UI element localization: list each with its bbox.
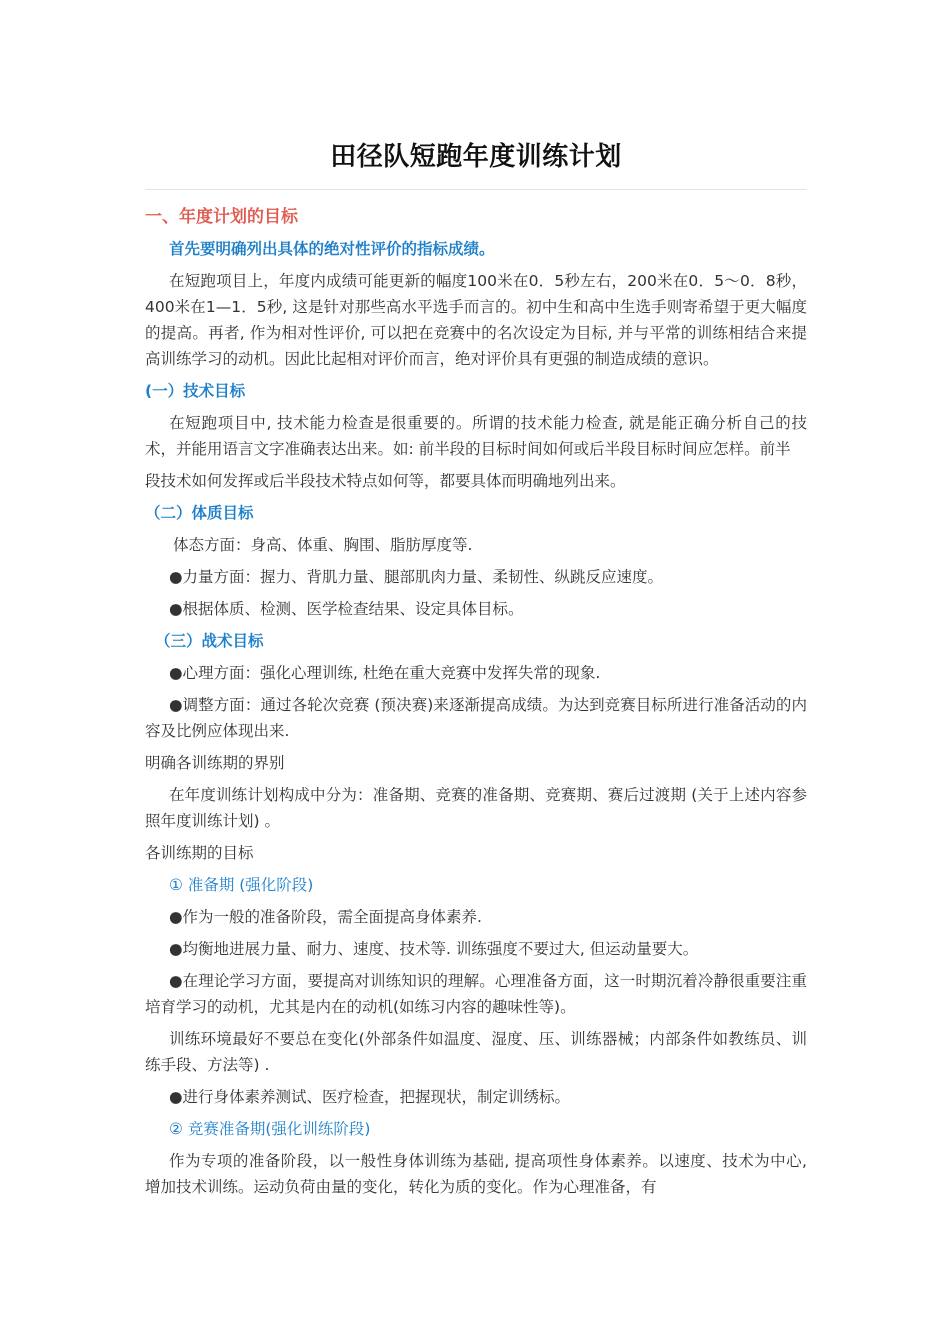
prep-line-4: 训练环境最好不要总在变化(外部条件如温度、湿度、压、训练器械；内部条件如教练员、训练手段、方法等) . bbox=[145, 1030, 807, 1074]
section-heading-tactics: （三）战术目标 bbox=[155, 632, 264, 650]
paragraph-technique-1: 在短跑项目中, 技术能力检查是很重要的。所谓的技术能力检查, 就是能正确分析自己的技术，并能用语言文字准确表达出来。如: 前半段的目标时间如何或后半段目标时间应怎样。前半 bbox=[145, 414, 807, 458]
paragraph-sprint-goals: 在短跑项目上，年度内成绩可能更新的幅度100米在0．5秒左右，200米在0．5～0．8秒，400米在1—1．5秒, 这是针对那些高水平选手而言的。初中生和高中生选手则寄希望于更大幅度的提高。再者, 作为相对性评价, 可以把在竞赛中的名次设定为目标, 并与平常的训练相结合来提高训练学习的动机。因此比起相对评价而言，绝对评价具有更强的制造成绩的意识。 bbox=[145, 272, 807, 368]
tactics-line-adjust: ●调整方面：通过各轮次竞赛 (预决赛)来逐渐提高成绩。为达到竞赛目标所进行准备活动的内容及比例应体现出来. bbox=[145, 696, 807, 740]
prep-line-3: ●在理论学习方面，要提高对训练知识的理解。心理准备方面，这一时期沉着冷静很重要注重培育学习的动机，尤其是内在的动机(如练习内容的趣味性等)。 bbox=[145, 972, 807, 1016]
title-divider bbox=[145, 189, 807, 190]
physique-line-targets: ●根据体质、检测、医学检查结果、设定具体目标。 bbox=[169, 600, 524, 618]
prep-line-1: ●作为一般的准备阶段，需全面提高身体素养. bbox=[169, 908, 482, 926]
physique-line-body: 体态方面：身高、体重、胸围、脂肪厚度等. bbox=[173, 536, 473, 554]
section-heading-goals: 一、年度计划的目标 bbox=[145, 207, 298, 227]
subheading-absolute-evaluation: 首先要明确列出具体的绝对性评价的指标成绩。 bbox=[169, 240, 495, 258]
section-heading-physique: （二）体质目标 bbox=[145, 504, 254, 522]
document-body bbox=[145, 130, 807, 1206]
prep-line-5: ●进行身体素养测试、医疗检查，把握现状，制定训绣标。 bbox=[169, 1088, 571, 1106]
periods-paragraph: 在年度训练计划构成中分为：准备期、竞赛的准备期、竞赛期、赛后过渡期 (关于上述内容参照年度训练计划) 。 bbox=[145, 786, 807, 830]
comp-prep-period-heading: ② 竞赛准备期(强化训练阶段) bbox=[169, 1120, 371, 1138]
prep-line-2: ●均衡地进展力量、耐力、速度、技术等. 训练强度不要过大, 但运动量要大。 bbox=[169, 940, 699, 958]
prep-period-heading: ① 准备期 (强化阶段) bbox=[169, 876, 314, 894]
physique-line-strength: ●力量方面：握力、背肌力量、腿部肌肉力量、柔韧性、纵跳反应速度。 bbox=[169, 568, 664, 586]
comp-prep-paragraph: 作为专项的准备阶段，以一般性身体训练为基础, 提高项性身体素养。以速度、技术为中心, 增加技术训练。运动负荷由量的变化，转化为质的变化。作为心理准备，有 bbox=[145, 1152, 807, 1196]
tactics-line-mental: ●心理方面：强化心理训练, 杜绝在重大竞赛中发挥失常的现象. bbox=[169, 664, 601, 682]
periods-label: 明确各训练期的界别 bbox=[145, 754, 285, 772]
periods-goals-label: 各训练期的目标 bbox=[145, 844, 254, 862]
page-title: 田径队短跑年度训练计划 bbox=[330, 142, 622, 172]
paragraph-technique-2: 段技术如何发挥或后半段技术特点如何等，都要具体而明确地列出来。 bbox=[145, 472, 626, 490]
section-heading-technique: (一）技术目标 bbox=[145, 382, 246, 400]
